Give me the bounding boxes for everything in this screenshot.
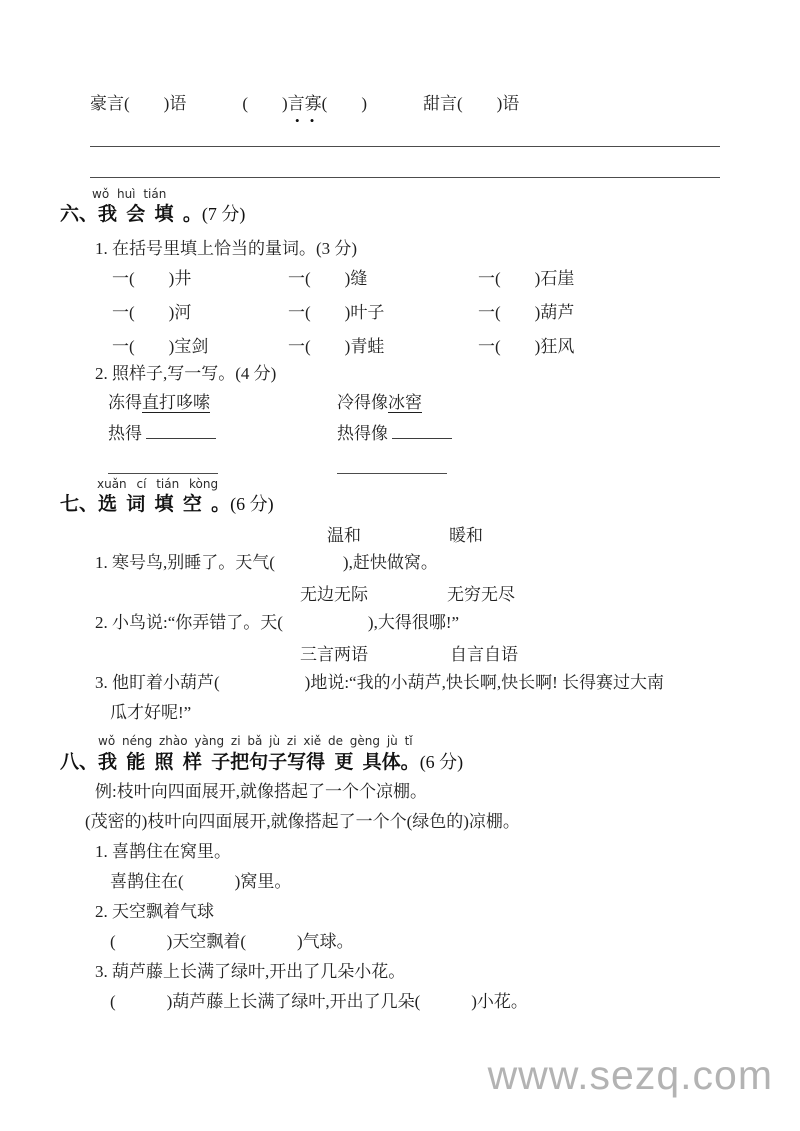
quantifier-cell: 一( )河 [112,303,192,322]
section-six-sub1-label: 1. 在括号里填上恰当的量词。(3 分) [95,239,358,258]
section-six-pinyin: wǒ huì tián [92,187,167,201]
blank-phrase-1 [108,422,337,445]
word-options-row-1 [327,525,483,547]
section-seven-score: (6 分) [230,494,274,514]
sentence-eight-1-rewrite: 喜鹊住在( )窝里。 [110,872,292,891]
word-options-row-2 [300,584,515,606]
quantifier-cell: 一( )石崖 [478,269,575,288]
section-six-title: 六、我 会 填 。 [60,204,202,225]
section-eight-heading [60,750,463,775]
model-phrase-1-prefix: 冻得 [108,393,142,412]
model-phrases-row [108,392,422,414]
answer-rule-line-1 [90,146,720,147]
sentence-eight-3-rewrite: ( )葫芦藤上长满了绿叶,开出了几朵( )小花。 [110,992,528,1011]
model-phrase-1-underlined: 直打哆嗦 [142,393,210,412]
section-seven-heading [60,492,274,517]
quantifier-cell: 一( )叶子 [288,303,385,322]
sentence-seven-1: 1. 寒号鸟,别睡了。天气( ),赶快做窝。 [95,553,438,572]
sentence-seven-2: 2. 小鸟说:“你弄错了。天( ),大得很哪!” [95,613,460,632]
word-option: 温和 [327,526,361,545]
idiom-item-3: 甜言( )语 [422,94,520,113]
blank-phrase-2-prefix: 热得像 [337,424,388,443]
extra-answer-line-1 [108,460,218,474]
section-eight-pinyin: wǒ néng zhào yàng zi bǎ jù zi xiě de gèng jù tǐ [98,734,413,748]
idiom-item-2-pre: ( ) [242,94,288,113]
section-seven-title: 七、选 词 填 空 。 [60,494,231,515]
quantifier-cell: 一( )井 [112,269,192,288]
quantifier-cell: 一( )宝剑 [112,337,209,356]
section-six-sub2-label: 2. 照样子,写一写。(4 分) [95,364,277,383]
quantifier-grid [112,268,574,358]
word-option: 自言自语 [450,645,518,664]
section-six-score: (7 分) [201,204,246,224]
word-option: 暖和 [449,526,483,545]
answer-rule-line-2 [90,177,720,178]
quantifier-cell: 一( )葫芦 [478,303,575,322]
word-option: 三言两语 [300,645,368,664]
sentence-eight-2-original: 2. 天空飘着气球 [95,902,214,921]
model-phrase-2 [337,392,422,414]
idiom-item-2-post: ( ) [321,94,367,113]
section-eight-score: (6 分) [419,752,464,772]
word-options-row-3 [300,644,518,666]
model-phrase-1 [108,392,337,414]
sentence-seven-3-line1: 3. 他盯着小葫芦( )地说:“我的小葫芦,快长啊,快长啊! 长得赛过大南 [95,673,665,692]
word-option: 无边无际 [300,585,368,604]
sentence-eight-1-original: 1. 喜鹊住在窝里。 [95,842,231,861]
word-option: 无穷无尽 [447,585,515,604]
blank-phrase-2 [337,422,452,445]
model-phrase-2-prefix: 冷得像 [337,393,388,412]
blank-phrase-1-line [146,422,216,439]
idiom-item-2-emphasized: 言寡 • • [288,93,322,115]
blank-phrase-2-line [392,422,452,439]
quantifier-cell: 一( )青蛙 [288,337,385,356]
example-sentence-line1: 例:枝叶向四面展开,就像搭起了一个个凉棚。 [95,782,427,801]
model-phrase-2-underlined: 冰窖 [388,393,422,412]
blank-phrase-1-prefix: 热得 [108,424,142,443]
site-watermark: www.sezq.com [487,1052,773,1098]
section-eight-title: 八、我 能 照 样 子把句子写得 更 具体。 [60,752,420,773]
quantifier-cell: 一( )狂风 [478,337,575,356]
section-six-heading [60,202,245,227]
blank-phrases-row [108,422,452,445]
idiom-fill-row [90,93,519,115]
extra-answer-line-2 [337,460,447,474]
example-sentence-line2: (茂密的)枝叶向四面展开,就像搭起了一个个(绿色的)凉棚。 [85,812,520,831]
quantifier-cell: 一( )缝 [288,269,368,288]
sentence-eight-3-original: 3. 葫芦藤上长满了绿叶,开出了几朵小花。 [95,962,406,981]
section-seven-pinyin: xuǎn cí tián kòng [97,477,219,491]
sentence-eight-2-rewrite: ( )天空飘着( )气球。 [110,932,354,951]
sentence-seven-3-line2: 瓜才好呢!” [110,703,192,722]
extra-answer-lines-row [108,460,447,474]
idiom-item-2 [242,93,367,115]
idiom-item-1: 豪言( )语 [90,94,187,113]
